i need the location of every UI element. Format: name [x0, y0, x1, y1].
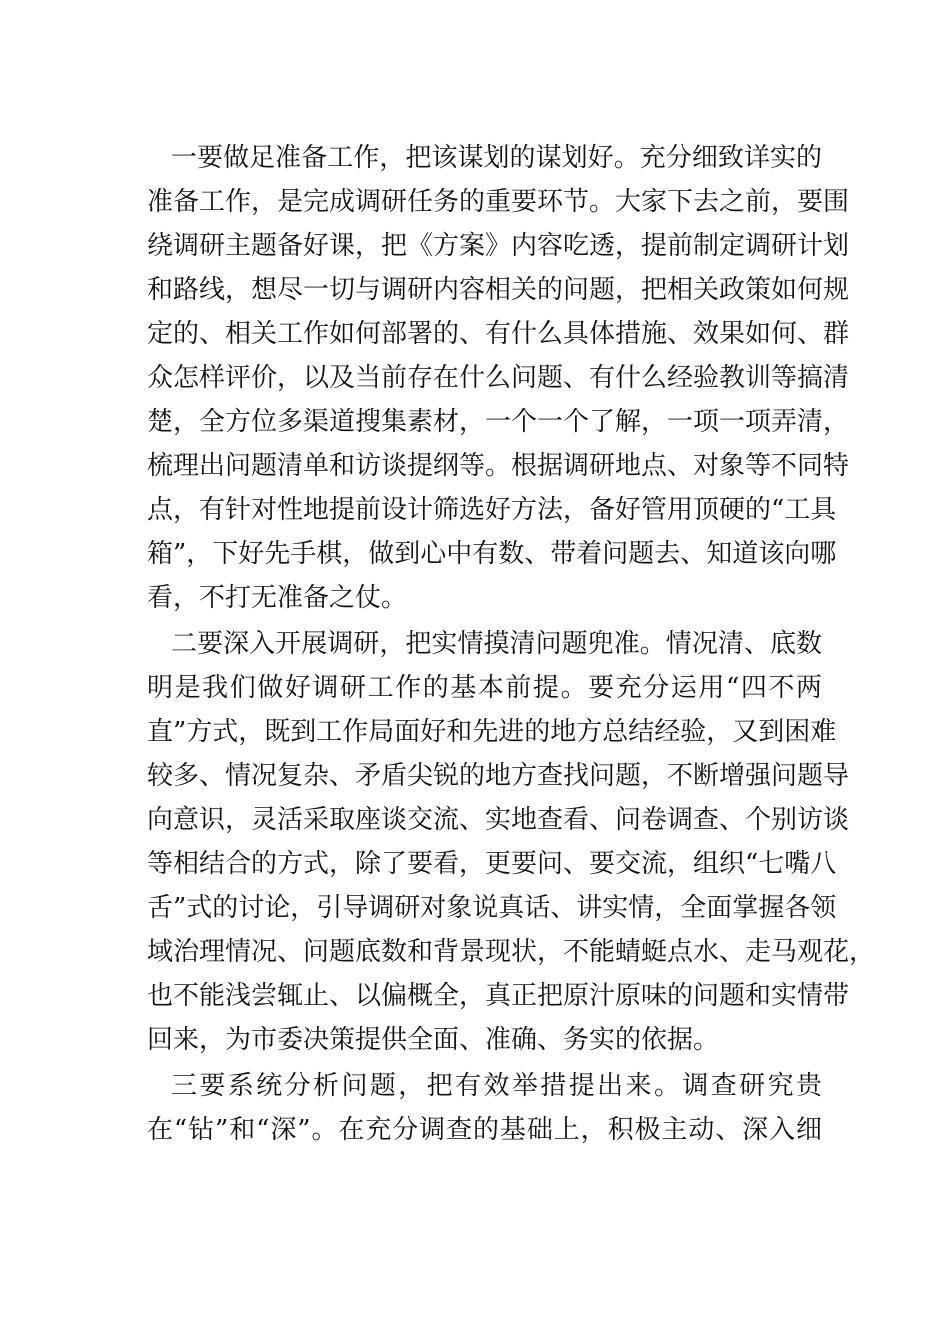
paragraph-2-line-4: 较多、情况复杂、矛盾尖锐的地方查找问题，不断增强问题导 [147, 761, 850, 791]
paragraph-1-line-9: 点，有针对性地提前设计筛选好方法，备好管用顶硬的“工具 [147, 495, 837, 525]
paragraph-2-line-10: 回来，为市委决策提供全面、准确、务实的依据。 [147, 1025, 720, 1055]
paragraph-2-line-9: 也不能浅尝辄止、以偏概全，真正把原汁原味的问题和实情带 [147, 981, 850, 1011]
paragraph-2-line-8: 域治理情况、问题底数和背景现状，不能蜻蜓点水、走马观花， [147, 937, 876, 967]
paragraph-1-line-5: 定的、相关工作如何部署的、有什么具体措施、效果如何、群 [147, 319, 850, 349]
paragraph-2-line-6: 等相结合的方式，除了要看，更要问、要交流，组织“七嘴八 [147, 849, 837, 879]
paragraph-3-line-2: 在“钻”和“深”。在充分调查的基础上，积极主动、深入细 [147, 1115, 822, 1145]
paragraph-1-line-3: 绕调研主题备好课，把《方案》内容吃透，提前制定调研计划 [147, 231, 850, 261]
paragraph-3-line-1: 三要系统分析问题，把有效举措提出来。调查研究贵 [171, 1071, 822, 1101]
paragraph-1-line-10: 箱”，下好先手棋，做到心中有数、带着问题去、知道该向哪 [147, 539, 837, 569]
paragraph-1-line-1: 一要做足准备工作，把该谋划的谋划好。充分细致详实的 [171, 143, 822, 173]
paragraph-1-line-4: 和路线，想尽一切与调研内容相关的问题，把相关政策如何规 [147, 275, 850, 305]
paragraph-2-line-3: 直”方式，既到工作局面好和先进的地方总结经验，又到困难 [147, 717, 837, 747]
paragraph-1-line-8: 梳理出问题清单和访谈提纲等。根据调研地点、对象等不同特 [147, 451, 850, 481]
paragraph-2-line-5: 向意识，灵活采取座谈交流、实地查看、问卷调查、个别访谈 [147, 805, 850, 835]
paragraph-1-line-2: 准备工作，是完成调研任务的重要环节。大家下去之前，要围 [147, 187, 850, 217]
paragraph-1-line-7: 楚，全方位多渠道搜集素材，一个一个了解，一项一项弄清， [147, 407, 850, 437]
paragraph-2-line-1: 二要深入开展调研，把实情摸清问题兜准。情况清、底数 [171, 629, 822, 659]
paragraph-1-line-6: 众怎样评价，以及当前存在什么问题、有什么经验教训等搞清 [147, 363, 850, 393]
paragraph-1-line-11: 看，不打无准备之仗。 [147, 583, 408, 613]
paragraph-2-line-7: 舌”式的讨论，引导调研对象说真话、讲实情，全面掌握各领 [147, 893, 837, 923]
paragraph-2-line-2: 明是我们做好调研工作的基本前提。要充分运用“四不两 [147, 673, 822, 703]
